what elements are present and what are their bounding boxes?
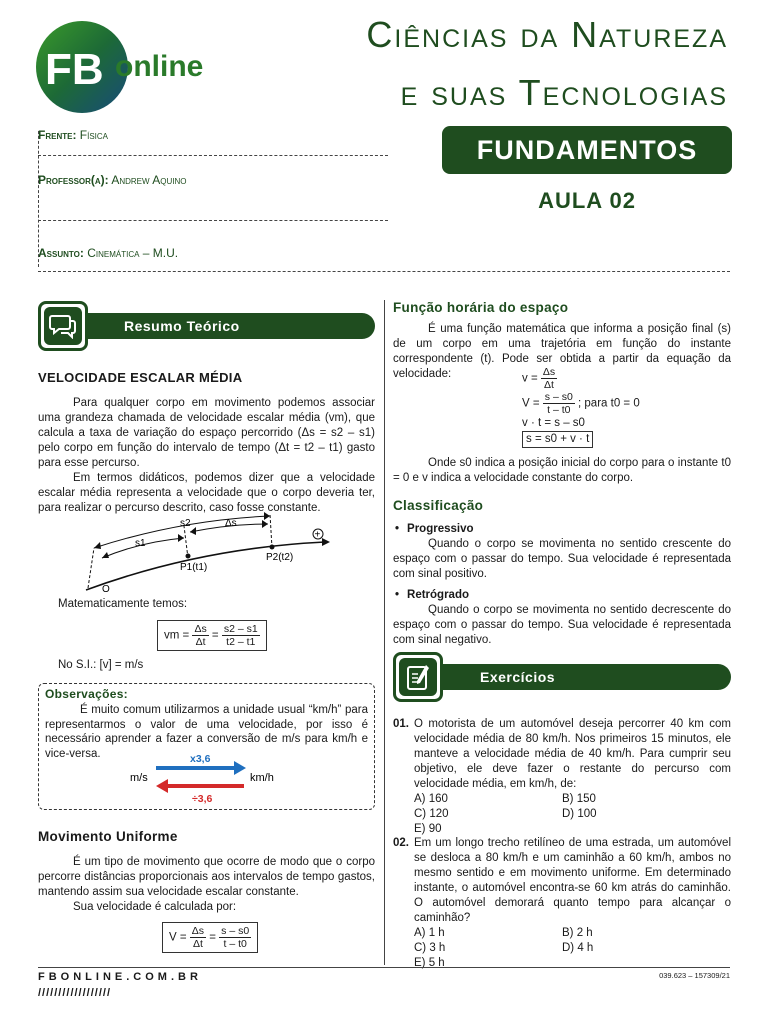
vm-frac2-num: s2 – s1 <box>223 623 258 635</box>
trajectory-arrow <box>322 538 330 546</box>
footer-slashes: ////////////////// <box>38 987 112 999</box>
vm-symbol: vm <box>164 629 180 642</box>
ex1-option-e[interactable]: E) 90 <box>414 822 442 835</box>
professor-value: Andrew Aquino <box>111 173 187 187</box>
eq2-lhs: V = <box>522 397 540 410</box>
footer-site: FBONLINE.COM.BR <box>38 971 202 983</box>
logo-fb: FB <box>45 45 104 94</box>
logo-online: online <box>115 50 204 83</box>
page-title-line1: Ciências da Natureza <box>366 14 728 55</box>
point-p2 <box>270 545 275 550</box>
footer-line <box>38 967 730 968</box>
label-s1: s1 <box>135 538 146 549</box>
ex2-option-d[interactable]: D) 4 h <box>562 941 594 954</box>
vel-title: VELOCIDADE ESCALAR MÉDIA <box>38 370 243 385</box>
si-unit: No S.I.: [v] = m/s <box>58 659 144 671</box>
vm-frac1-den: Δt <box>195 636 206 649</box>
plus-sign: + <box>314 529 321 541</box>
exercicios-header: Exercícios <box>418 664 731 690</box>
footer-code: 039.623 – 157309/21 <box>659 971 730 980</box>
eq2-rhs: ; para t0 = 0 <box>578 397 640 410</box>
label-p2: P2(t2) <box>266 552 294 563</box>
eq1-den: Δt <box>544 379 554 392</box>
resumo-icon-frame <box>38 301 88 351</box>
prog-text: Quando o corpo se movimenta no sentido crescente do espaço com o passar do tempo. Sua velocidade é representada com sinal positivo. <box>393 537 731 580</box>
mu-paragraph-2: Sua velocidade é calculada por: <box>73 900 237 913</box>
func-paragraph-2: Onde s0 indica a posição inicial do corpo para o instante t0 = 0 e v indica a velocidade constante do corpo. <box>393 457 731 484</box>
mu-equation: V = $\frac{\Delta s}{\Delta t}$ = $\frac{s - s0}{t - t0}$ <box>162 922 258 953</box>
professor-row <box>38 173 388 221</box>
func-equations <box>522 366 692 448</box>
frente-row <box>38 128 388 156</box>
right-arrow-icon <box>234 761 246 775</box>
frente-label: Frente: <box>38 128 77 142</box>
eq2-den: t – t0 <box>547 404 571 417</box>
column-divider <box>384 300 385 965</box>
obs-text: É muito comum utilizarmos a unidade usual “km/h” para representarmos o valor de uma velocidade, por isso é necessário aprender a fazer a conversão de m/s para km/h e vice-versa. <box>45 703 368 761</box>
ex1-options <box>414 792 731 837</box>
mu-frac1-num: Δs <box>191 925 205 937</box>
mu-frac1-den: Δt <box>192 938 203 951</box>
trajectory-diagram <box>80 512 340 594</box>
aula-label: AULA 02 <box>538 188 636 213</box>
retro-title: Retrógrado <box>407 589 470 601</box>
vm-frac2-den: t2 – t1 <box>226 636 256 649</box>
class-title: Classificação <box>393 498 484 513</box>
prog-title: Progressivo <box>407 523 474 535</box>
logo <box>35 20 235 115</box>
prog-item: • Progressivo Quando o corpo se movimenta no sentido crescente do espaço com o passar do tempo. Sua velocidade é representada com sinal positivo. <box>393 523 731 580</box>
mu-title: Movimento Uniforme <box>38 829 178 844</box>
label-origin: O <box>102 584 110 594</box>
label-ds: Δs <box>225 518 237 529</box>
eq-line-1 <box>522 366 692 391</box>
conv-mult: x3,6 <box>190 753 211 765</box>
label-s2: s2 <box>180 518 191 529</box>
point-p1 <box>186 554 191 559</box>
professor-label: Professor(a): <box>38 173 109 187</box>
conv-kmh: km/h <box>250 772 274 784</box>
mat-label: Matematicamente temos: <box>58 598 188 610</box>
resumo-header: Resumo Teórico <box>62 313 375 339</box>
speech-bubble-icon <box>49 313 77 339</box>
exercicios-icon-frame <box>393 652 443 702</box>
ex1-option-a[interactable]: A) 160 <box>414 792 448 805</box>
exercise-02 <box>393 836 731 970</box>
vel-text <box>38 396 375 516</box>
mu-frac2-num: s – s0 <box>221 925 250 937</box>
fundamentos-badge: FUNDAMENTOS <box>442 126 732 174</box>
header-separator <box>38 271 730 272</box>
ex1-text: O motorista de um automóvel deseja percorrer 40 km com velocidade média de 80 km/h. Nos primeiros 15 minutos, ele manteve a velocidade média de 40 km/h. Para cumprir seu objetivo, ele deve fazer o restante do percurso com velocidade média, em km/h, de: <box>414 718 731 790</box>
header-left-border <box>38 131 39 267</box>
eq-line-2 <box>522 391 692 416</box>
unit-conversion-diagram <box>120 750 290 805</box>
ex2-text: Em um longo trecho retilíneo de uma estrada, um automóvel se desloca a 80 km/h e um caminhão a 60 km/h, ambos no mesmo sentido e em movimento uniforme. Em determinado instante, o automóvel encontra-se 60 km atrás do caminhão. O automóvel demorará quanto tempo para alcançar o caminhão? <box>414 837 731 924</box>
assunto-row <box>38 246 388 266</box>
vel-paragraph-2: Em termos didáticos, podemos dizer que a velocidade escalar média representa a velocidade que o corpo deveria ter, para realizar o percurso descrito, caso fosse constante. <box>38 471 375 514</box>
vm-equation: vm = $\frac{\Delta s}{\Delta t}$ = $\frac{s2 - s1}{t2 - t1}$ <box>157 620 267 651</box>
ex2-option-b[interactable]: B) 2 h <box>562 926 593 939</box>
eq-line-4: s = s0 + v · t <box>522 431 593 448</box>
eq1-num: Δs <box>542 366 556 378</box>
ex1-option-d[interactable]: D) 100 <box>562 807 597 820</box>
mu-frac2-den: t – t0 <box>223 938 247 951</box>
func-paragraph-1: É uma função matemática que informa a posição final (s) de um corpo em uma trajetória em função do instante correspondente (t). Pode ser obtida a partir da equação da velocidade: <box>393 323 731 380</box>
func-text-2 <box>393 456 731 486</box>
func-title: Função horária do espaço <box>393 300 569 315</box>
mu-v-symbol: V = <box>169 931 187 944</box>
ex2-option-e[interactable]: E) 5 h <box>414 956 445 969</box>
ex2-options <box>414 926 731 971</box>
left-arrow-icon <box>156 779 168 793</box>
ex2-option-c[interactable]: C) 3 h <box>414 941 446 954</box>
ex2-option-a[interactable]: A) 1 h <box>414 926 445 939</box>
assunto-label: Assunto: <box>38 246 84 260</box>
ex1-option-c[interactable]: C) 120 <box>414 807 449 820</box>
ex1-option-b[interactable]: B) 150 <box>562 792 596 805</box>
mu-paragraph-1: É um tipo de movimento que ocorre de modo que o corpo percorre distâncias proporcionais aos intervalos de tempo gastos, mantendo assim sua velocidade escalar constante. <box>38 856 375 898</box>
vel-paragraph-1: Para qualquer corpo em movimento podemos associar uma grandeza chamada de velocidade escalar média (vm), que calcula a taxa de variação do espaço percorrido (Δs = s2 – s1) pelo corpo em função do intervalo de tempo (Δt = t2 – t1) gasto para esse percurso. <box>38 397 375 469</box>
retro-text: Quando o corpo se movimenta no sentido decrescente do espaço com o passar do tempo. Sua velocidade é representada com sinal negativo. <box>393 603 731 646</box>
vm-frac1-num: Δs <box>194 623 207 635</box>
conv-div: ÷3,6 <box>192 793 213 805</box>
exercise-01 <box>393 717 731 837</box>
eq2-num: s – s0 <box>544 391 573 404</box>
ex2-number: 02. <box>393 837 409 849</box>
label-p1: P1(t1) <box>180 562 208 573</box>
eq1-lhs: v = <box>522 372 538 385</box>
retro-item: • Retrógrado Quando o corpo se movimenta no sentido decrescente do espaço com o passar do tempo. Sua velocidade é representada com sinal negativo. <box>393 589 731 646</box>
mu-text <box>38 855 375 915</box>
page-title-line2: e suas Tecnologias <box>400 72 728 113</box>
clipboard-pencil-icon <box>406 663 430 691</box>
ex1-number: 01. <box>393 718 409 730</box>
frente-value: Física <box>79 128 109 142</box>
eq-line-3: v · t = s – s0 <box>522 417 585 430</box>
assunto-value: Cinemática – M.U. <box>87 246 179 260</box>
obs-title: Observações: <box>45 687 128 701</box>
conv-ms: m/s <box>130 772 148 784</box>
